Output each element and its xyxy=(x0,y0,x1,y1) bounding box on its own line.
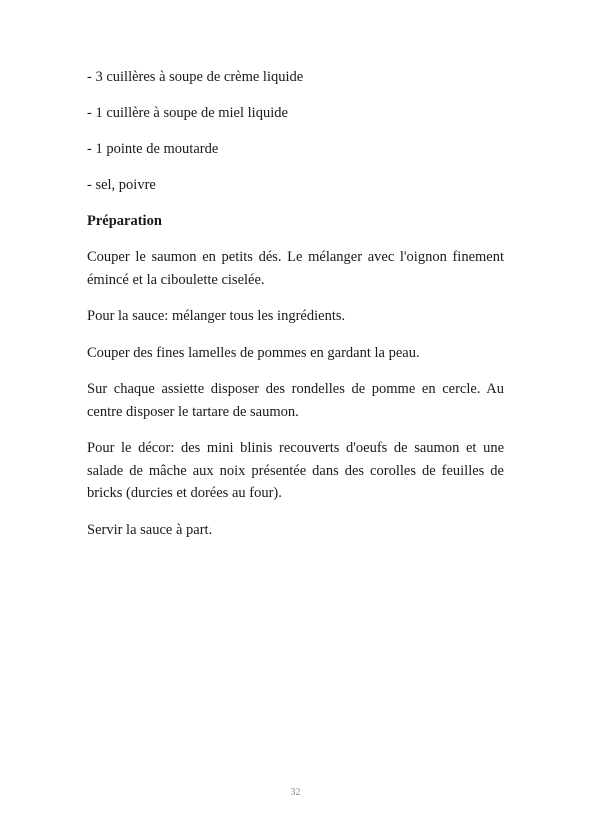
preparation-step: Servir la sauce à part. xyxy=(87,521,213,538)
preparation-step: Pour le décor: des mini blinis recouverts d'oeufs de saumon et une salade de mâche aux noix présentée dans des corolles de feuilles de bricks (durcies et dorées au four). xyxy=(87,440,504,501)
section-heading-preparation: Préparation xyxy=(87,213,162,229)
ingredient-line: - sel, poivre xyxy=(87,177,156,193)
preparation-step: Pour la sauce: mélanger tous les ingrédients. xyxy=(87,308,346,324)
preparation-step: Sur chaque assiette disposer des rondelles de pomme en cercle. Au centre disposer le tartare de saumon. xyxy=(87,381,504,420)
ingredient-line: - 3 cuillères à soupe de crème liquide xyxy=(87,69,304,85)
page-content xyxy=(87,66,504,555)
preparation-step: Couper des fines lamelles de pommes en gardant la peau. xyxy=(87,344,420,361)
ingredient-line: - 1 cuillère à soupe de miel liquide xyxy=(87,105,288,121)
preparation-step: Couper le saumon en petits dés. Le mélanger avec l'oignon finement émincé et la ciboulette ciselée. xyxy=(87,249,504,288)
ingredient-line: - 1 pointe de moutarde xyxy=(87,141,219,157)
page-number: 32 xyxy=(290,787,301,798)
